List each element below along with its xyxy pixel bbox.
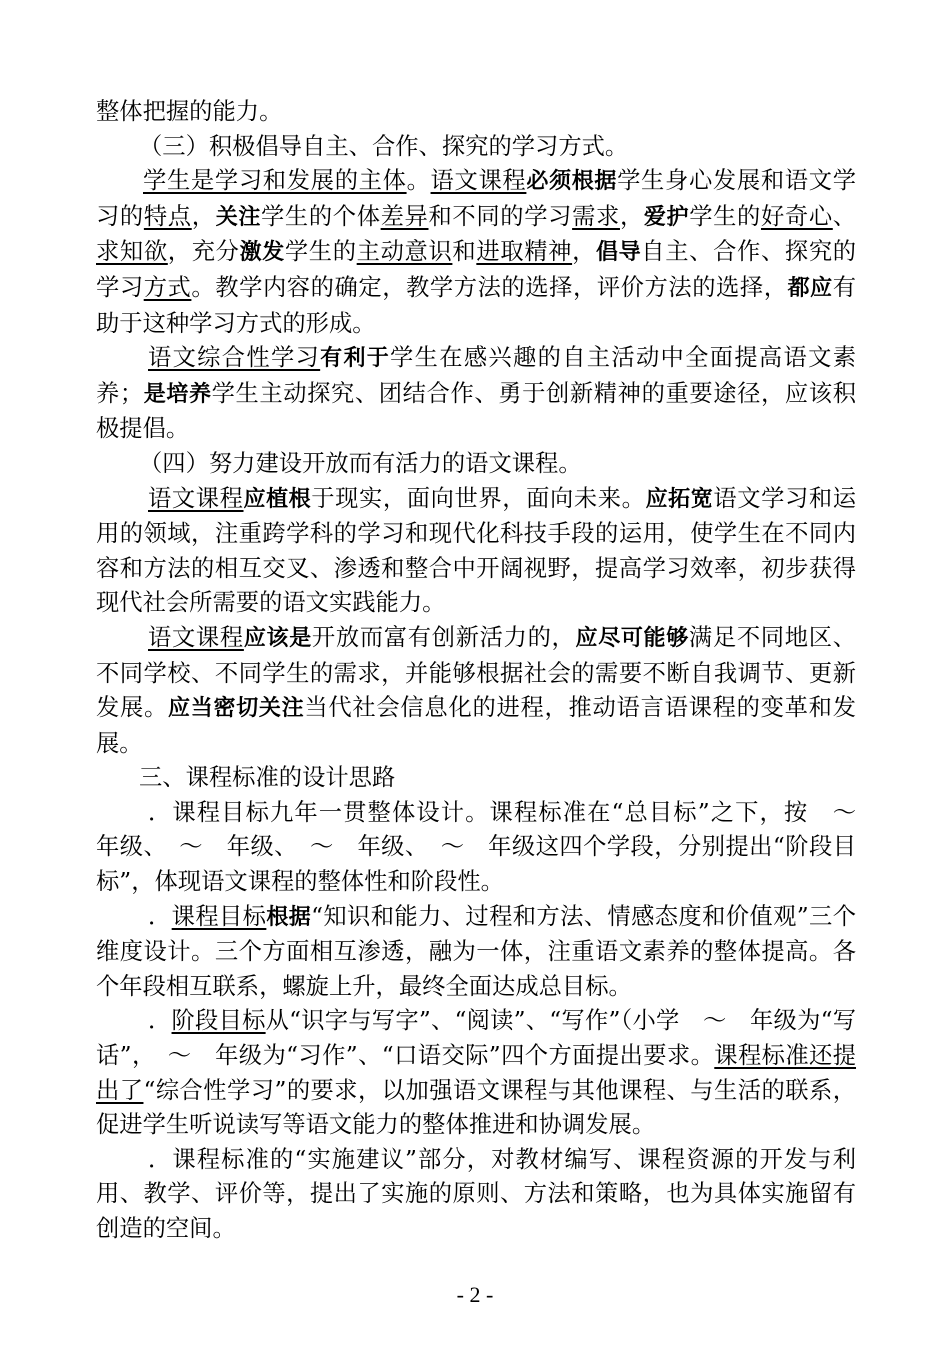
- underlined-phrase: 进取精神: [476, 238, 573, 266]
- text-run: ，: [619, 202, 644, 230]
- text-run: 。: [406, 167, 431, 195]
- text-run: 有助于这种学习方式的形成。: [96, 273, 857, 337]
- heading-text: （三）积极倡导自主、合作、探究的学习方式。: [139, 132, 629, 160]
- text-run: ，: [191, 202, 216, 230]
- keyword: 倡导: [596, 240, 642, 266]
- underlined-phrase: 语文课程: [148, 623, 244, 651]
- text-run: 、: [832, 202, 857, 230]
- text-run: ．课程目标九年一贯整体设计。课程标准在“总目标”之下，按 ～ 年级、 ～ 年级、 ～ 年级、 ～ 年级这四个学段，分别提出“阶段目标”，体现语文课程的整体性和阶段性。: [96, 798, 880, 896]
- text-run: ．: [148, 1007, 172, 1035]
- text-run: 学生在感兴趣的自主活动中全面提高语文素养；: [96, 344, 857, 407]
- keyword: 应当密切关注: [168, 696, 305, 722]
- section-heading-design: [96, 761, 856, 796]
- text-run: 学生的个体: [260, 202, 381, 230]
- keyword: 应该是: [243, 625, 312, 651]
- paragraph-point-3: [96, 1004, 856, 1142]
- text-run: 和不同的学习: [428, 202, 573, 230]
- keyword: 有利于: [320, 346, 391, 372]
- underlined-phrase: 好奇心: [760, 202, 833, 230]
- keyword: 必须根据: [526, 169, 618, 195]
- text-run: 和: [452, 238, 477, 266]
- underlined-phrase: 课程标准还提出了: [96, 1042, 857, 1104]
- text-run: ．: [148, 902, 172, 930]
- underlined-phrase: 特点: [143, 202, 192, 230]
- text-run: 学生的: [689, 202, 761, 230]
- text-run: 学生身心发展和语文学习的: [96, 167, 857, 230]
- paragraph-point-1: [96, 796, 880, 900]
- text-run: 当代社会信息化的进程，推动语言语课程的变革和发展。: [96, 694, 856, 757]
- text-run: 从“识字与写字”、“阅读”、“写作”（小学 ～ 年级为“写话”， ～ 年级为“习作”、“口语交际”四个方面提出要求。: [96, 1007, 857, 1070]
- keyword: 是培养: [143, 381, 212, 407]
- keyword: 根据: [266, 904, 312, 930]
- paragraph-open-curriculum: [96, 482, 856, 621]
- text-run: 学生的: [284, 238, 357, 266]
- keyword: 都应: [787, 275, 833, 301]
- keyword: 应拓宽: [645, 486, 714, 512]
- text-run: ．课程标准的“实施建议”部分，对教材编写、课程资源的开发与利用、教学、评价等，提出了实施的原则、方法和策略，也为具体实施留有创造的空间。: [96, 1145, 856, 1242]
- keyword: 应尽可能够: [575, 625, 689, 651]
- paragraph-continuation: [96, 95, 856, 130]
- underlined-phrase: 主动意识: [356, 238, 453, 266]
- text-run: 整体把握的能力。: [96, 98, 283, 125]
- text-run: 语文学习和运用的领域，注重跨学科的学习和现代化科技手段的运用，使学生在不同内容和方法的相互交叉、渗透和整合中开阔视野，提高学习效率，初步获得现代社会所需要的语文实践能力。: [96, 484, 856, 617]
- paragraph-point-4: [96, 1143, 856, 1247]
- text-run: 学生主动探究、团结合作、勇于创新精神的重要途径，应该积极提倡。: [96, 379, 856, 443]
- text-run: “综合性学习”的要求，以加强语文课程与其他课程、与生活的联系，促进学生听说读写等语文能力的整体推进和协调发展。: [96, 1076, 856, 1139]
- keyword: 爱护: [643, 204, 690, 230]
- keyword: 关注: [215, 204, 261, 230]
- underlined-phrase: 方式: [143, 273, 192, 301]
- underlined-phrase: 学生是学习和发展的主体: [143, 167, 407, 195]
- section-heading-3: [96, 130, 856, 165]
- keyword: 激发: [239, 240, 285, 266]
- text-run: 满足不同地区、不同学校、不同学生的需求，并能够根据社会的需要不断自我调节、更新发展。: [96, 623, 856, 722]
- text-run: ，: [572, 238, 597, 266]
- underlined-phrase: 语文课程: [148, 484, 244, 512]
- heading-text: （四）努力建设开放而有活力的语文课程。: [139, 449, 582, 477]
- paragraph-learning-style: [96, 164, 856, 341]
- text-run: ，充分: [167, 238, 240, 266]
- paragraph-point-2: [96, 900, 856, 1005]
- section-heading-4: [96, 447, 856, 482]
- page-number: - 2 -: [456, 1282, 494, 1307]
- body-text: [96, 95, 880, 1247]
- underlined-phrase: 语文课程: [430, 167, 527, 195]
- heading-text: 三、课程标准的设计思路: [139, 764, 396, 792]
- keyword: 应植根: [243, 486, 312, 512]
- underlined-phrase: 差异: [380, 202, 429, 230]
- paragraph-innovative-curriculum: [96, 621, 856, 761]
- text-run: 自主、合作、探究的学习: [96, 238, 857, 301]
- underlined-phrase: 阶段目标: [171, 1007, 266, 1035]
- paragraph-comprehensive-learning: [96, 341, 856, 447]
- underlined-phrase: 需求: [572, 202, 620, 230]
- underlined-phrase: 求知欲: [96, 238, 168, 266]
- underlined-phrase: 课程目标: [171, 902, 267, 930]
- text-run: 。教学内容的确定，教学方法的选择，评价方法的选择，: [191, 273, 788, 301]
- underlined-phrase: 语文综合性学习: [148, 344, 321, 372]
- text-run: 于现实，面向世界，面向未来。: [311, 484, 646, 512]
- text-run: 开放而富有创新活力的，: [311, 623, 576, 651]
- text-run: “知识和能力、过程和方法、情感态度和价值观”三个维度设计。三个方面相互渗透，融为一体，注重语文素养的整体提高。各个年段相互联系，螺旋上升，最终全面达成总目标。: [96, 902, 857, 1000]
